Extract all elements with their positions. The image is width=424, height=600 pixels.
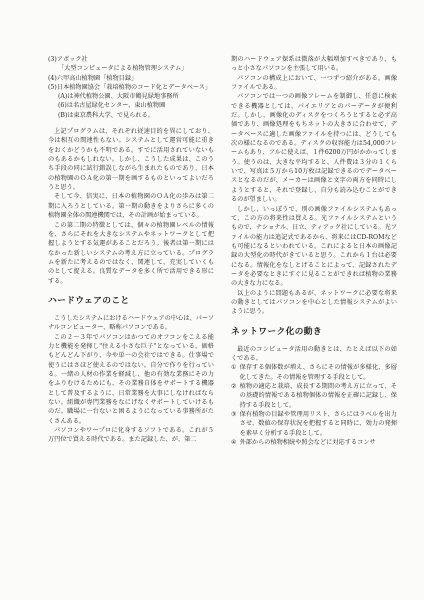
body-paragraph: パソコンでは一つの画像フレームを制御し、任意に検索できる機器としては、パイエリアとのパーデータが便利だ。しかし、画像化のディスクをつくろうとすると必ず高価であり、画像処理をもちネットの大きさに合わせて、データベースに適した画像ファイルを持つには、どうしても次の様になるのである。ディスクの収容能力は54,000フレームもあり、フルに使えば、１件6200万円がかかってしまう。使うのは、大きな平均すると、人件費は３分の１くらいで、写真は５万から10万枚は記録できるのでデータベースとなるのだが、メーカーは画像と文字の両方を同時にしようとすると、それで登録し、自分も読み込むことができるのが望ましい。	[231, 93, 397, 204]
numbered-item	[231, 363, 397, 382]
body-paragraph: 上記プログラムは、それぞれ従速目的を異にしており、今は相互の関連性もない。システムとして運営可能に重きをおくかどうかも不明である。すでに活用されていないものもあるかもしれない。しかし、こうした成果は、このうち手段の同に試行錯誤しながら生まれたものであり、日本の植物園のＯＡ化の第一期を画するものといってよいだろうと思う。	[48, 128, 214, 192]
section-heading-network: ネットワーク化の動き	[231, 326, 322, 337]
item-number: ②	[231, 383, 237, 390]
reference-list	[48, 55, 214, 120]
body-paragraph: 以上のように問題もあるが、ネットワークに必要な将来の動きとしてはパソコンを中心とした情報システムがよいように思う。	[231, 289, 397, 316]
body-paragraph: 最近のコンピュータ活用の動きとは、たとえば以下の如くである。	[231, 345, 397, 362]
left-column	[48, 55, 214, 445]
reference-line: 「大型コンピュータによる植物管理システム」	[58, 65, 188, 73]
reference-line: (6)は名古屋緑化センター、東山植物園	[58, 102, 166, 110]
body-paragraph: パソコンの構成上において、一つずつ紹介がある。画像ファイルである。	[231, 74, 397, 92]
body-paragraph: この第二期の特徴としては、個々の植物園レベルの情報を、さらにそれを大きなシステムやネットワークとして把握しようとする気運があることだろう。後者は第一期にはなかった新しいシステムの考え方に立っている。プログラムを新たに考えるのではなく、関連して、充実していくものとして捉える。良質なデータを多く所で活用できる形にする。	[48, 221, 214, 285]
reference-line: (B)は東京農科大学、で見られる。	[58, 111, 154, 119]
reference-line: (5)日本植物園協会「栽培植物のコード化とデータベース」	[48, 83, 212, 91]
item-text: 保有植物の目録や管理用リスト、さらにはラベルを出力させ、数値の保存状況を把握すると同時に、効力の発揮を素早く分析する手段として。	[239, 411, 397, 437]
item-text: 保存する個体数が増え、さらにその情報が多様化、多層化してきた。その情報を管理する手段として。	[239, 364, 397, 381]
item-text: 植物の適応と栽培、成長する期間の考え方に立って、その基礎的情報である植物個体の情報を正確に記録し、保持する手段として。	[239, 383, 397, 409]
right-column	[231, 55, 397, 447]
item-number: ④	[231, 439, 237, 447]
numbered-item	[231, 410, 397, 438]
item-number: ③	[231, 411, 237, 419]
numbered-item	[231, 382, 397, 410]
body-paragraph: こうしたシステムにおけるハードウェアの中心は、パーソナルコンピューター、略称パソコンである。	[48, 314, 214, 332]
body-paragraph: パソコンやワープロに化身するソフトである。これが５万円位で買える時代である。また記録した、が、第二	[48, 427, 214, 444]
body-paragraph: そして今、信実に、日本の植物園のＯＡ化の歩みは第二期に入ろうとしている。第一期の動きをよりさらに多くの植物園全体の関連機関では、その計画が始まっている。	[48, 193, 214, 220]
body-paragraph: この２〜３年でパソコンはかつてのオフコンをこえる能力と機能を発揮し"住える小さな巨子"となっている。価格もどんどん下がり、今や単一の会社ではできる。仕事場で使うにはさほど使えるのではない。自分で作りを行っている。一緒の人材の作業を軽減し、他の有効な業務にその力をふりむけるためにも、その業務自体をサポートする機器として普及するように、日常業務を大事にしなければならない。組織が専門業務をなにげなくサポートしていけるものだ。職場に一台ないと困るようになっている事務所がたくさんある。	[48, 333, 214, 425]
reference-line: (4)六甲高山植物園「植物目録」	[48, 74, 138, 82]
reference-line: (3)アボック社	[48, 56, 88, 63]
reference-line: (A)は神代植物公園、大阪市鶴見緑地事務所	[58, 93, 179, 101]
numbered-item	[231, 438, 397, 447]
body-paragraph: しかし、いっぽうで、別の画像ファイルシステムもあって、この方の将来性は買える。光ファイルシステムというもので、ナショナル、日立、ティアック社にしている。光ファイルの能力は追記式であるから、将来にはCD-ROMなども可能になるといわれている。これによると日本の画像記録の大型化の時代がきていると思う。これから１台は必要になる。情報化をなしとげることによって、記録されたデータを必要なときにすぐに見ることができれば植物の業務の大きな力になる。	[231, 205, 397, 288]
item-text: 外部からの植物相続や照会などに対応するコンサ	[239, 439, 376, 447]
section-heading-hardware: ハードウェアのこと	[48, 295, 130, 306]
body-paragraph: 期のハードウェア保系は微落が大幅増加すべきであり、もっと小さなパソコンを主張して用いる。	[231, 56, 397, 73]
item-number: ①	[231, 364, 237, 372]
